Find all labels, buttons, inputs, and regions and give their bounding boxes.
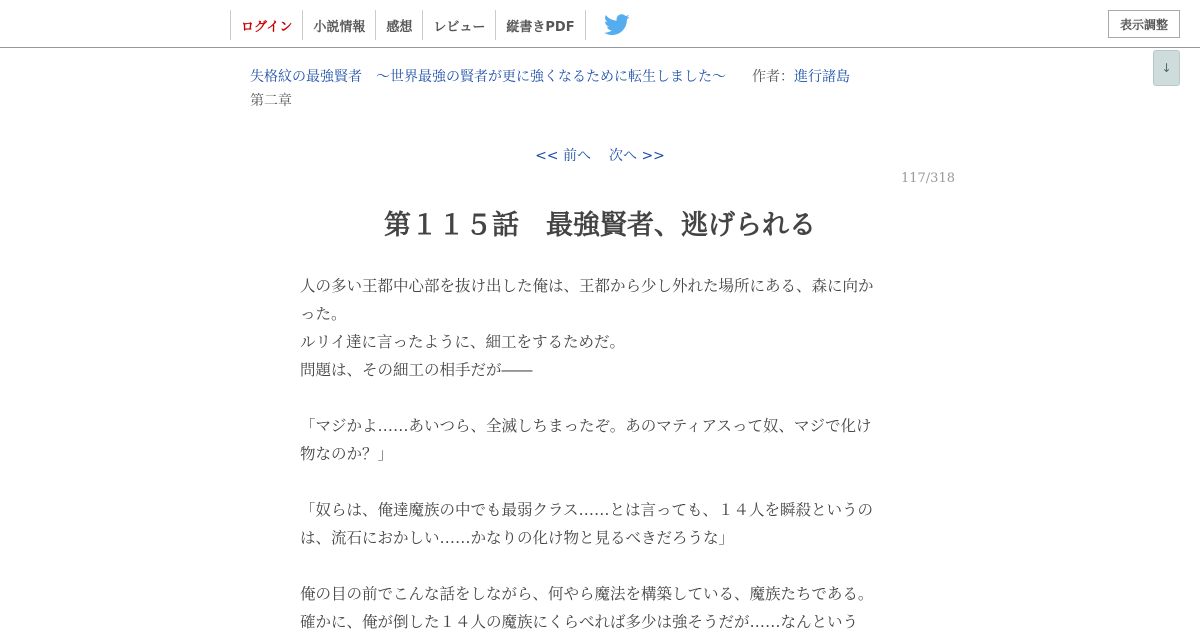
body-line: 確かに、俺が倒した１４人の魔族にくらべれば多少は強そうだが……なんという	[300, 613, 859, 630]
body-line: は、流石におかしい……かなりの化け物と見るべきだろうな」	[300, 529, 735, 547]
body-line: った。	[300, 305, 347, 323]
body-line: 「マジかよ……あいつら、全滅しちまったぞ。あのマティアスって奴、マジで化け	[300, 417, 872, 435]
twitter-bird-icon	[604, 14, 630, 36]
scroll-down-button[interactable]	[1153, 50, 1180, 86]
novel-info-link[interactable]: 小説情報	[303, 10, 376, 40]
body-line	[300, 468, 900, 496]
novel-body	[300, 272, 900, 630]
login-link[interactable]: ログイン	[231, 10, 303, 40]
body-line: 俺の目の前でこんな話をしながら、何やら魔法を構築している、魔族たちである。	[300, 585, 874, 603]
body-line: 問題は、その細工の相手だが――	[300, 361, 533, 379]
body-line: 人の多い王都中心部を抜け出した俺は、王都から少し外れた場所にある、森に向か	[300, 277, 874, 295]
body-line: ルリイ達に言ったように、細工をするためだ。	[300, 333, 626, 351]
body-line	[300, 384, 900, 412]
display-settings-button[interactable]: 表示調整	[1108, 10, 1180, 38]
arrow-down-icon: ↓	[1161, 61, 1172, 75]
body-line: 「奴らは、俺達魔族の中でも最弱クラス……とは言っても、１４人を瞬殺というの	[300, 501, 874, 519]
author-link[interactable]: 進行諸島	[794, 69, 850, 85]
review-link[interactable]: レビュー	[423, 10, 496, 40]
vertical-pdf-link[interactable]: 縦書きPDF	[496, 10, 585, 40]
episode-title: 第１１５話 最強賢者、逃げられる	[384, 210, 816, 241]
series-title-link[interactable]: 失格紋の最強賢者 ～世界最強の賢者が更に強くなるために転生しました～	[250, 69, 726, 85]
author-label: 作者：	[752, 69, 794, 85]
top-bar	[0, 0, 1200, 48]
prev-page-link[interactable]: << 前へ	[535, 148, 591, 164]
twitter-share-button[interactable]	[586, 10, 648, 40]
next-page-link[interactable]: 次へ >>	[609, 148, 665, 164]
page-number: 117/318	[900, 171, 955, 186]
body-line	[300, 552, 900, 580]
series-header	[250, 66, 850, 86]
body-line: 物なのか？」	[300, 445, 394, 463]
impressions-link[interactable]: 感想	[376, 10, 423, 40]
chapter-title: 第二章	[250, 93, 292, 109]
pager	[0, 145, 1200, 165]
main-nav	[230, 10, 648, 40]
